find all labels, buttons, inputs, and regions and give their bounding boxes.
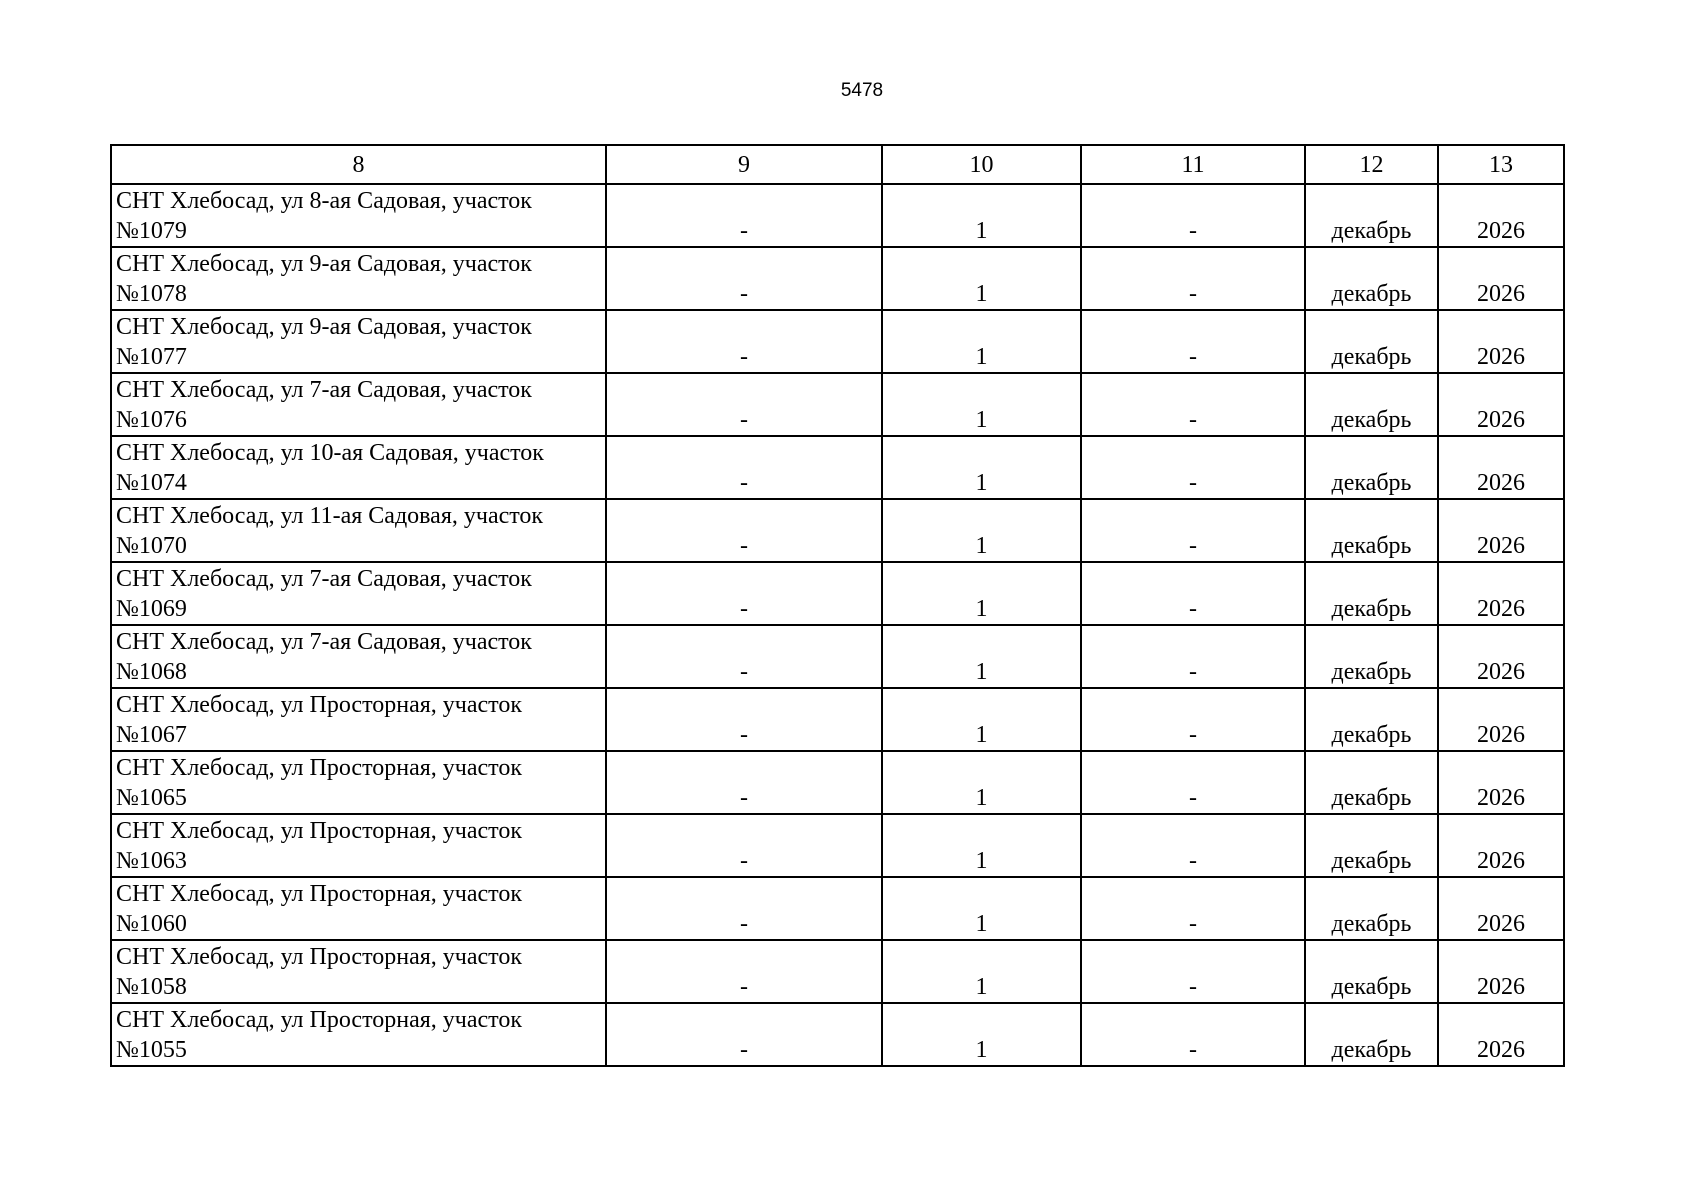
cell-col-11: - <box>1081 751 1305 814</box>
cell-col-12: декабрь <box>1305 247 1438 310</box>
address-line-2: №1063 <box>116 847 187 874</box>
cell-col-11: - <box>1081 877 1305 940</box>
cell-col-12: декабрь <box>1305 373 1438 436</box>
cell-col-9: - <box>606 373 882 436</box>
address-line-1: СНТ Хлебосад, ул 7-ая Садовая, участок <box>116 565 532 592</box>
address-line-1: СНТ Хлебосад, ул 8-ая Садовая, участок <box>116 187 532 214</box>
address-line-1: СНТ Хлебосад, ул 11-ая Садовая, участок <box>116 502 544 529</box>
address-cell <box>111 499 606 562</box>
header-cell-11: 11 <box>1081 145 1305 184</box>
table-header <box>111 145 1564 184</box>
cell-col-9: - <box>606 436 882 499</box>
cell-col-10: 1 <box>882 625 1081 688</box>
cell-col-9: - <box>606 625 882 688</box>
address-line-2: №1077 <box>116 343 187 370</box>
cell-col-9: - <box>606 184 882 247</box>
cell-col-10: 1 <box>882 436 1081 499</box>
cell-col-12: декабрь <box>1305 499 1438 562</box>
cell-col-13: 2026 <box>1438 499 1564 562</box>
address-cell <box>111 373 606 436</box>
cell-col-13: 2026 <box>1438 310 1564 373</box>
address-cell <box>111 247 606 310</box>
cell-col-13: 2026 <box>1438 373 1564 436</box>
cell-col-12: декабрь <box>1305 688 1438 751</box>
address-cell <box>111 184 606 247</box>
cell-col-10: 1 <box>882 562 1081 625</box>
cell-col-9: - <box>606 310 882 373</box>
cell-col-13: 2026 <box>1438 184 1564 247</box>
table-row <box>111 436 1564 499</box>
table-row <box>111 814 1564 877</box>
cell-col-12: декабрь <box>1305 625 1438 688</box>
cell-col-13: 2026 <box>1438 1003 1564 1066</box>
address-line-1: СНТ Хлебосад, ул Просторная, участок <box>116 817 522 844</box>
cell-col-11: - <box>1081 625 1305 688</box>
cell-col-9: - <box>606 562 882 625</box>
address-cell <box>111 814 606 877</box>
cell-col-11: - <box>1081 814 1305 877</box>
cell-col-11: - <box>1081 310 1305 373</box>
cell-col-13: 2026 <box>1438 247 1564 310</box>
cell-col-12: декабрь <box>1305 310 1438 373</box>
address-cell <box>111 310 606 373</box>
cell-col-12: декабрь <box>1305 940 1438 1003</box>
table-row <box>111 688 1564 751</box>
table-row <box>111 499 1564 562</box>
address-line-2: №1078 <box>116 280 187 307</box>
address-line-2: №1065 <box>116 784 187 811</box>
data-table <box>110 144 1565 1067</box>
table-row <box>111 373 1564 436</box>
table-body <box>111 184 1564 1066</box>
header-cell-9: 9 <box>606 145 882 184</box>
cell-col-13: 2026 <box>1438 814 1564 877</box>
cell-col-13: 2026 <box>1438 877 1564 940</box>
cell-col-10: 1 <box>882 1003 1081 1066</box>
table-row <box>111 562 1564 625</box>
address-line-2: №1055 <box>116 1036 187 1063</box>
cell-col-11: - <box>1081 499 1305 562</box>
cell-col-12: декабрь <box>1305 877 1438 940</box>
address-cell <box>111 751 606 814</box>
address-cell <box>111 562 606 625</box>
page-number: 5478 <box>840 80 884 101</box>
cell-col-11: - <box>1081 184 1305 247</box>
header-cell-12: 12 <box>1305 145 1438 184</box>
address-line-1: СНТ Хлебосад, ул 9-ая Садовая, участок <box>116 313 532 340</box>
cell-col-9: - <box>606 247 882 310</box>
address-line-1: СНТ Хлебосад, ул 9-ая Садовая, участок <box>116 250 532 277</box>
cell-col-12: декабрь <box>1305 814 1438 877</box>
address-line-2: №1070 <box>116 532 187 559</box>
cell-col-12: декабрь <box>1305 751 1438 814</box>
cell-col-12: декабрь <box>1305 436 1438 499</box>
cell-col-11: - <box>1081 247 1305 310</box>
cell-col-11: - <box>1081 373 1305 436</box>
table-row <box>111 940 1564 1003</box>
cell-col-13: 2026 <box>1438 751 1564 814</box>
cell-col-10: 1 <box>882 247 1081 310</box>
address-cell <box>111 877 606 940</box>
address-cell <box>111 625 606 688</box>
address-line-2: №1079 <box>116 217 187 244</box>
cell-col-13: 2026 <box>1438 940 1564 1003</box>
table-row <box>111 1003 1564 1066</box>
cell-col-9: - <box>606 499 882 562</box>
address-line-2: №1060 <box>116 910 187 937</box>
address-line-1: СНТ Хлебосад, ул 7-ая Садовая, участок <box>116 628 532 655</box>
address-cell <box>111 940 606 1003</box>
cell-col-12: декабрь <box>1305 184 1438 247</box>
header-cell-8: 8 <box>111 145 606 184</box>
cell-col-11: - <box>1081 436 1305 499</box>
header-row <box>111 145 1564 184</box>
cell-col-11: - <box>1081 688 1305 751</box>
cell-col-13: 2026 <box>1438 436 1564 499</box>
address-line-1: СНТ Хлебосад, ул Просторная, участок <box>116 754 522 781</box>
cell-col-13: 2026 <box>1438 625 1564 688</box>
cell-col-11: - <box>1081 1003 1305 1066</box>
address-line-1: СНТ Хлебосад, ул 7-ая Садовая, участок <box>116 376 532 403</box>
cell-col-9: - <box>606 877 882 940</box>
cell-col-9: - <box>606 814 882 877</box>
address-line-2: №1069 <box>116 595 187 622</box>
cell-col-10: 1 <box>882 310 1081 373</box>
cell-col-12: декабрь <box>1305 562 1438 625</box>
cell-col-9: - <box>606 940 882 1003</box>
cell-col-10: 1 <box>882 373 1081 436</box>
table-row <box>111 184 1564 247</box>
address-cell <box>111 436 606 499</box>
address-line-1: СНТ Хлебосад, ул Просторная, участок <box>116 880 522 907</box>
cell-col-10: 1 <box>882 499 1081 562</box>
table-row <box>111 310 1564 373</box>
cell-col-10: 1 <box>882 940 1081 1003</box>
cell-col-9: - <box>606 1003 882 1066</box>
address-line-2: №1058 <box>116 973 187 1000</box>
address-line-2: №1076 <box>116 406 187 433</box>
address-cell <box>111 688 606 751</box>
header-cell-13: 13 <box>1438 145 1564 184</box>
cell-col-9: - <box>606 751 882 814</box>
cell-col-13: 2026 <box>1438 688 1564 751</box>
cell-col-10: 1 <box>882 877 1081 940</box>
address-cell <box>111 1003 606 1066</box>
cell-col-11: - <box>1081 940 1305 1003</box>
table-row <box>111 625 1564 688</box>
cell-col-13: 2026 <box>1438 562 1564 625</box>
address-line-1: СНТ Хлебосад, ул Просторная, участок <box>116 943 522 970</box>
cell-col-10: 1 <box>882 688 1081 751</box>
cell-col-9: - <box>606 688 882 751</box>
cell-col-11: - <box>1081 562 1305 625</box>
cell-col-10: 1 <box>882 751 1081 814</box>
address-line-1: СНТ Хлебосад, ул 10-ая Садовая, участок <box>116 439 544 466</box>
address-line-2: №1068 <box>116 658 187 685</box>
address-line-2: №1067 <box>116 721 187 748</box>
table-row <box>111 877 1564 940</box>
address-line-1: СНТ Хлебосад, ул Просторная, участок <box>116 1006 522 1033</box>
header-cell-10: 10 <box>882 145 1081 184</box>
address-line-1: СНТ Хлебосад, ул Просторная, участок <box>116 691 522 718</box>
cell-col-10: 1 <box>882 814 1081 877</box>
table-row <box>111 247 1564 310</box>
cell-col-12: декабрь <box>1305 1003 1438 1066</box>
address-line-2: №1074 <box>116 469 187 496</box>
table-row <box>111 751 1564 814</box>
cell-col-10: 1 <box>882 184 1081 247</box>
